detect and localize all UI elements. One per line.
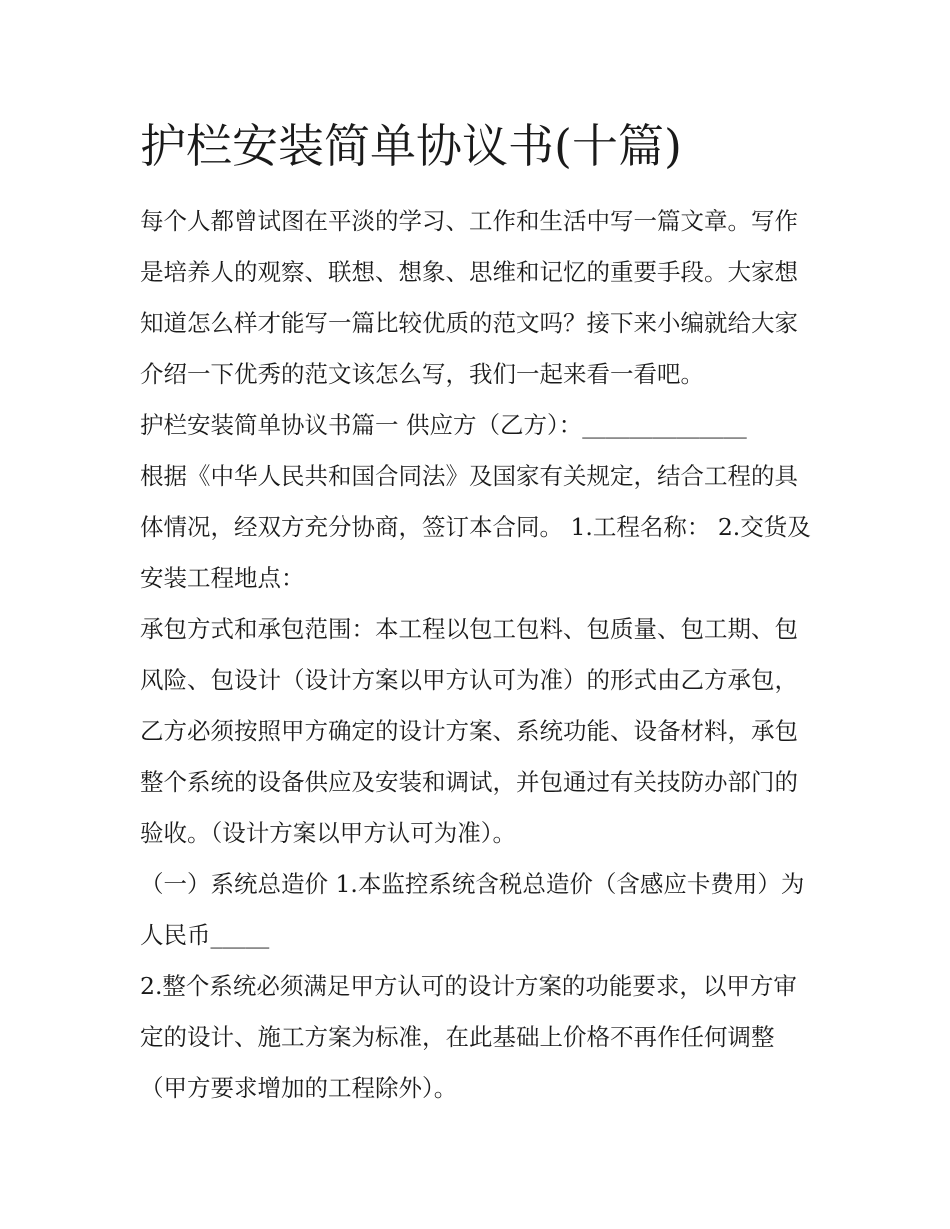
supplier-line: 护栏安装简单协议书篇一 供应方（乙方）：______________ (140, 411, 747, 439)
document-title: 护栏安装简单协议书(十篇) (140, 119, 682, 173)
intro-paragraph: 每个人都曾试图在平淡的学习、工作和生活中写一篇文章。写作是培养人的观察、联想、想象、思维和记忆的重要手段。大家想知道怎么样才能写一篇比较优质的范文吗？接下来小编就给大家介绍一下优秀的范文该怎么写，我们一起来看一看吧。 (140, 207, 798, 388)
requirements-paragraph: 2.整个系统必须满足甲方认可的设计方案的功能要求，以甲方审定的设计、施工方案为标准，在此基础上价格不再作任何调整（甲方要求增加的工程除外）。 (140, 972, 797, 1102)
contract-scope-paragraph: 承包方式和承包范围：本工程以包工包料、包质量、包工期、包风险、包设计（设计方案以甲方认可为准）的形式由乙方承包，乙方必须按照甲方确定的设计方案、系统功能、设备材料，承包整个系统的设备供应及安装和调试，并包通过有关技防办部门的验收。（设计方案以甲方认可为准）。 (140, 615, 798, 847)
total-price-paragraph: （一）系统总造价 1.本监控系统含税总造价（含感应卡费用）为人民币_____ (140, 870, 805, 949)
document-body (140, 196, 816, 1114)
contract-basis-paragraph: 根据《中华人民共和国合同法》及国家有关规定，结合工程的具体情况，经双方充分协商，签订本合同。 1.工程名称： 2.交货及安装工程地点： (140, 462, 811, 592)
